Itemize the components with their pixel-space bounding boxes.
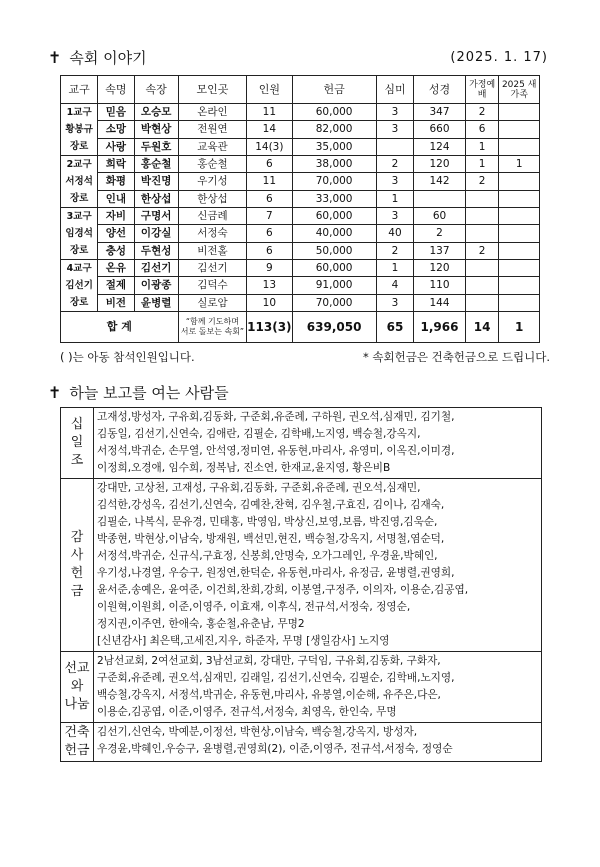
table-cell: 70,000	[292, 294, 376, 311]
donor-line: 정지권,이주연, 한애숙, 홍순철,유춘남, 무명2	[97, 618, 305, 630]
table-cell: 김선기	[134, 260, 178, 277]
table-cell: 50,000	[292, 242, 376, 259]
total-people: 113(3)	[247, 312, 292, 343]
table-cell: 믿음	[98, 104, 134, 121]
table-cell: 40,000	[292, 225, 376, 242]
table-cell: 서정숙	[178, 225, 246, 242]
table-row	[61, 242, 540, 259]
table-cell: 137	[414, 242, 466, 259]
table-cell: 소망	[98, 121, 134, 138]
note-children: ( )는 아동 참석인원입니다.	[60, 350, 195, 364]
table-cell: 40	[376, 225, 413, 242]
table-row	[61, 173, 540, 190]
table-cell	[465, 294, 499, 311]
table-cell	[499, 208, 540, 225]
donor-line: 김선기,신연숙, 박예분,이정선, 박현상,이남숙, 백승철,강옥지, 방성자,	[97, 726, 418, 738]
table-cell: 11	[247, 104, 292, 121]
table-cell: 9	[247, 260, 292, 277]
total-worship: 14	[465, 312, 499, 343]
table-cell: 오승모	[134, 104, 178, 121]
donor-line: 이정희,오경애, 임수희, 정복남, 진소연, 한재교,윤지영, 황은비B	[97, 462, 391, 474]
donor-line: 김필순, 나복식, 문유경, 민태홍, 박영임, 박상신,보영,보름, 박진영,김욱순,	[97, 516, 438, 528]
donor-category: 감 사 헌 금	[61, 479, 94, 652]
table-cell: 1	[465, 138, 499, 155]
donor-category: 건축 헌금	[61, 723, 94, 762]
district-label: 2교구 서정석 장로	[61, 156, 98, 208]
table-cell: 비전	[98, 294, 134, 311]
column-header: 모인곳	[178, 76, 246, 104]
table-cell: 구명서	[134, 208, 178, 225]
table-cell: 김선기	[178, 260, 246, 277]
table-cell: 70,000	[292, 173, 376, 190]
section1-title	[48, 47, 147, 68]
donor-line: 2남선교회, 2여선교회, 3남선교회, 강대만, 구덕임, 구유회,김동화, 구화자,	[97, 655, 441, 667]
table-cell: 자비	[98, 208, 134, 225]
column-header: 헌금	[292, 76, 376, 104]
table-cell: 1	[376, 260, 413, 277]
table-cell: 3	[376, 121, 413, 138]
table-cell: 660	[414, 121, 466, 138]
table-cell: 142	[414, 173, 466, 190]
table-cell	[499, 277, 540, 294]
table-cell: 사랑	[98, 138, 134, 155]
table-cell: 91,000	[292, 277, 376, 294]
table-cell	[465, 277, 499, 294]
table-row	[61, 208, 540, 225]
table-cell: 10	[247, 294, 292, 311]
table-cell: 1	[376, 190, 413, 207]
table-row	[61, 260, 540, 277]
table-cell: 충성	[98, 242, 134, 259]
column-header: 2025 새가족	[499, 76, 540, 104]
table-cell: 13	[247, 277, 292, 294]
total-slogan: “함께 기도하며 서로 돌보는 속회”	[178, 312, 246, 343]
table-cell: 박진명	[134, 173, 178, 190]
column-header: 교구	[61, 76, 98, 104]
table-cell: 비전홀	[178, 242, 246, 259]
table-cell: 60,000	[292, 104, 376, 121]
table-cell: 1	[499, 156, 540, 173]
table-cell: 2	[465, 242, 499, 259]
table-cell: 두원호	[134, 138, 178, 155]
table-cell: 120	[414, 156, 466, 173]
table-cell: 7	[247, 208, 292, 225]
donor-line: 김석한,강성옥, 김선기,신연숙, 김예찬,찬혁, 김우철,구효진, 김이나, 김재숙,	[97, 499, 445, 511]
table-cell: 3	[376, 173, 413, 190]
table-cell: 이강실	[134, 225, 178, 242]
total-bible: 1,966	[414, 312, 466, 343]
table-cell: 14	[247, 121, 292, 138]
cross-icon: ✝	[48, 383, 62, 402]
table-cell: 양선	[98, 225, 134, 242]
donor-line: 서정석,박귀순, 손무열, 안석영,정미연, 유동현,마리사, 유영미, 이옥진,이미경,	[97, 445, 455, 457]
donor-group-row	[61, 652, 542, 723]
table-cell: 4	[376, 277, 413, 294]
table-cell	[414, 190, 466, 207]
table-cell	[499, 190, 540, 207]
total-newfamily: 1	[499, 312, 540, 343]
donor-group-row	[61, 479, 542, 652]
table-cell: 347	[414, 104, 466, 121]
attendance-table	[60, 75, 540, 343]
table-cell: 1	[465, 156, 499, 173]
table-cell: 6	[247, 156, 292, 173]
table-cell	[499, 121, 540, 138]
donor-names	[94, 408, 542, 479]
total-label: 합 계	[61, 312, 179, 343]
table-cell: 33,000	[292, 190, 376, 207]
notes-row	[60, 349, 550, 365]
table-cell: 우기성	[178, 173, 246, 190]
table-cell: 온유	[98, 260, 134, 277]
table-cell: 35,000	[292, 138, 376, 155]
donor-line: 이용순,김공엽, 이준,이영주, 전규석,서정숙, 최영옥, 한인숙, 무명	[97, 706, 397, 718]
table-cell: 82,000	[292, 121, 376, 138]
table-cell: 60	[414, 208, 466, 225]
cross-icon: ✝	[48, 48, 62, 67]
donor-line: 이원혁,이원희, 이준,이영주, 이효재, 이후식, 전규석,서정숙, 정영순,	[97, 601, 411, 613]
donor-line: [신년감사] 최은택,고세진,지우, 하준자, 무명 [생일감사] 노지영	[97, 635, 390, 647]
table-cell: 14(3)	[247, 138, 292, 155]
column-header: 심미	[376, 76, 413, 104]
table-cell: 희락	[98, 156, 134, 173]
column-header: 속명	[98, 76, 134, 104]
table-cell: 김덕수	[178, 277, 246, 294]
section1-title-text: 속회 이야기	[69, 49, 147, 67]
donor-category: 선교 와 나눔	[61, 652, 94, 723]
table-cell: 윤병렬	[134, 294, 178, 311]
table-row	[61, 190, 540, 207]
table-cell	[499, 138, 540, 155]
district-label: 3교구 임경석 장로	[61, 208, 98, 260]
table-cell: 박현상	[134, 121, 178, 138]
donor-line: 우경윤,박혜인,우승구, 윤병렬,권영희(2), 이준,이영주, 전규석,서정숙, 정영순	[97, 743, 453, 755]
table-cell: 홍순철	[134, 156, 178, 173]
table-cell: 절제	[98, 277, 134, 294]
district-label: 1교구 황봉규 장로	[61, 104, 98, 156]
table-cell	[499, 294, 540, 311]
table-cell	[499, 173, 540, 190]
table-row	[61, 225, 540, 242]
section2-title	[48, 382, 229, 403]
table-cell	[465, 260, 499, 277]
column-header: 가정예배	[465, 76, 499, 104]
table-row	[61, 121, 540, 138]
table-cell	[499, 242, 540, 259]
table-cell: 3	[376, 104, 413, 121]
donor-group-row	[61, 408, 542, 479]
table-cell: 120	[414, 260, 466, 277]
table-cell: 144	[414, 294, 466, 311]
table-cell	[465, 225, 499, 242]
donor-line: 윤서준,송예은, 윤여준, 이건희,찬희,강희, 이봉열,구정주, 이의자, 이용순,김공엽,	[97, 584, 469, 596]
table-cell: 60,000	[292, 208, 376, 225]
table-cell: 화평	[98, 173, 134, 190]
table-cell: 두현성	[134, 242, 178, 259]
table-cell: 6	[247, 225, 292, 242]
note-offering: * 속회헌금은 건축헌금으로 드립니다.	[362, 350, 550, 364]
donor-line: 구준회,유준례, 권오석,심재민, 김래일, 김선기,신연숙, 김필순, 김학배,노지영,	[97, 672, 455, 684]
total-row	[61, 312, 540, 343]
table-row	[61, 294, 540, 311]
table-row	[61, 156, 540, 173]
table-cell	[376, 138, 413, 155]
donor-line: 서정석,박귀순, 신규식,구효정, 신봉희,안명숙, 오가그레인, 우경윤,박혜인,	[97, 550, 438, 562]
table-row	[61, 104, 540, 121]
donor-names	[94, 479, 542, 652]
column-header: 인원	[247, 76, 292, 104]
table-cell: 2	[465, 173, 499, 190]
table-cell: 2	[414, 225, 466, 242]
table-cell: 실로암	[178, 294, 246, 311]
table-cell: 이광종	[134, 277, 178, 294]
donor-line: 우기성,나경열, 우승구, 원정연,한덕순, 유동현,마리사, 유정금, 윤병렬,권영희,	[97, 567, 455, 579]
donor-names	[94, 652, 542, 723]
donor-line: 강대만, 고상천, 고재성, 구유회,김동화, 구준회,유준례, 권오석,심재민,	[97, 482, 421, 494]
table-header-row	[61, 76, 540, 104]
donor-names	[94, 723, 542, 762]
table-cell: 신금례	[178, 208, 246, 225]
table-cell: 11	[247, 173, 292, 190]
donor-line: 백승철,강옥지, 서정석,박귀순, 유동현,마리사, 유봉열,이순해, 유주은,다은,	[97, 689, 441, 701]
table-cell: 2	[376, 242, 413, 259]
table-row	[61, 138, 540, 155]
table-cell: 전원연	[178, 121, 246, 138]
table-cell: 3	[376, 208, 413, 225]
table-cell: 온라인	[178, 104, 246, 121]
donor-category: 십 일 조	[61, 408, 94, 479]
section2-title-text: 하늘 보고를 여는 사람들	[69, 384, 229, 402]
table-cell: 124	[414, 138, 466, 155]
table-cell	[499, 260, 540, 277]
donor-list-table	[60, 407, 542, 762]
table-cell: 한상섭	[178, 190, 246, 207]
donor-line: 박종현, 박현상,이남숙, 방재원, 백선민,현진, 백승철,강옥지, 서명철,염순덕,	[97, 533, 445, 545]
table-cell	[499, 104, 540, 121]
column-header: 속장	[134, 76, 178, 104]
column-header: 성경	[414, 76, 466, 104]
table-cell: 6	[465, 121, 499, 138]
table-cell	[465, 208, 499, 225]
table-cell: 한상섭	[134, 190, 178, 207]
donor-line: 김동일, 김선기,신연숙, 김애란, 김필순, 김학배,노지영, 백승철,강옥지,	[97, 428, 421, 440]
table-cell: 110	[414, 277, 466, 294]
district-label: 4교구 김선기 장로	[61, 260, 98, 312]
table-cell: 6	[247, 190, 292, 207]
table-cell: 60,000	[292, 260, 376, 277]
table-row	[61, 277, 540, 294]
table-cell: 38,000	[292, 156, 376, 173]
donor-line: 고재성,방성자, 구유회,김동화, 구준회,유준례, 구하원, 권오석,심재민, 김기철,	[97, 411, 455, 423]
donor-group-row	[61, 723, 542, 762]
table-cell	[465, 190, 499, 207]
total-visits: 65	[376, 312, 413, 343]
table-cell: 6	[247, 242, 292, 259]
report-date: (2025. 1. 17)	[450, 50, 548, 65]
total-offering: 639,050	[292, 312, 376, 343]
table-cell: 홍순철	[178, 156, 246, 173]
table-cell: 3	[376, 294, 413, 311]
table-cell: 교육관	[178, 138, 246, 155]
table-cell: 2	[376, 156, 413, 173]
table-cell: 2	[465, 104, 499, 121]
table-cell	[499, 225, 540, 242]
table-cell: 인내	[98, 190, 134, 207]
